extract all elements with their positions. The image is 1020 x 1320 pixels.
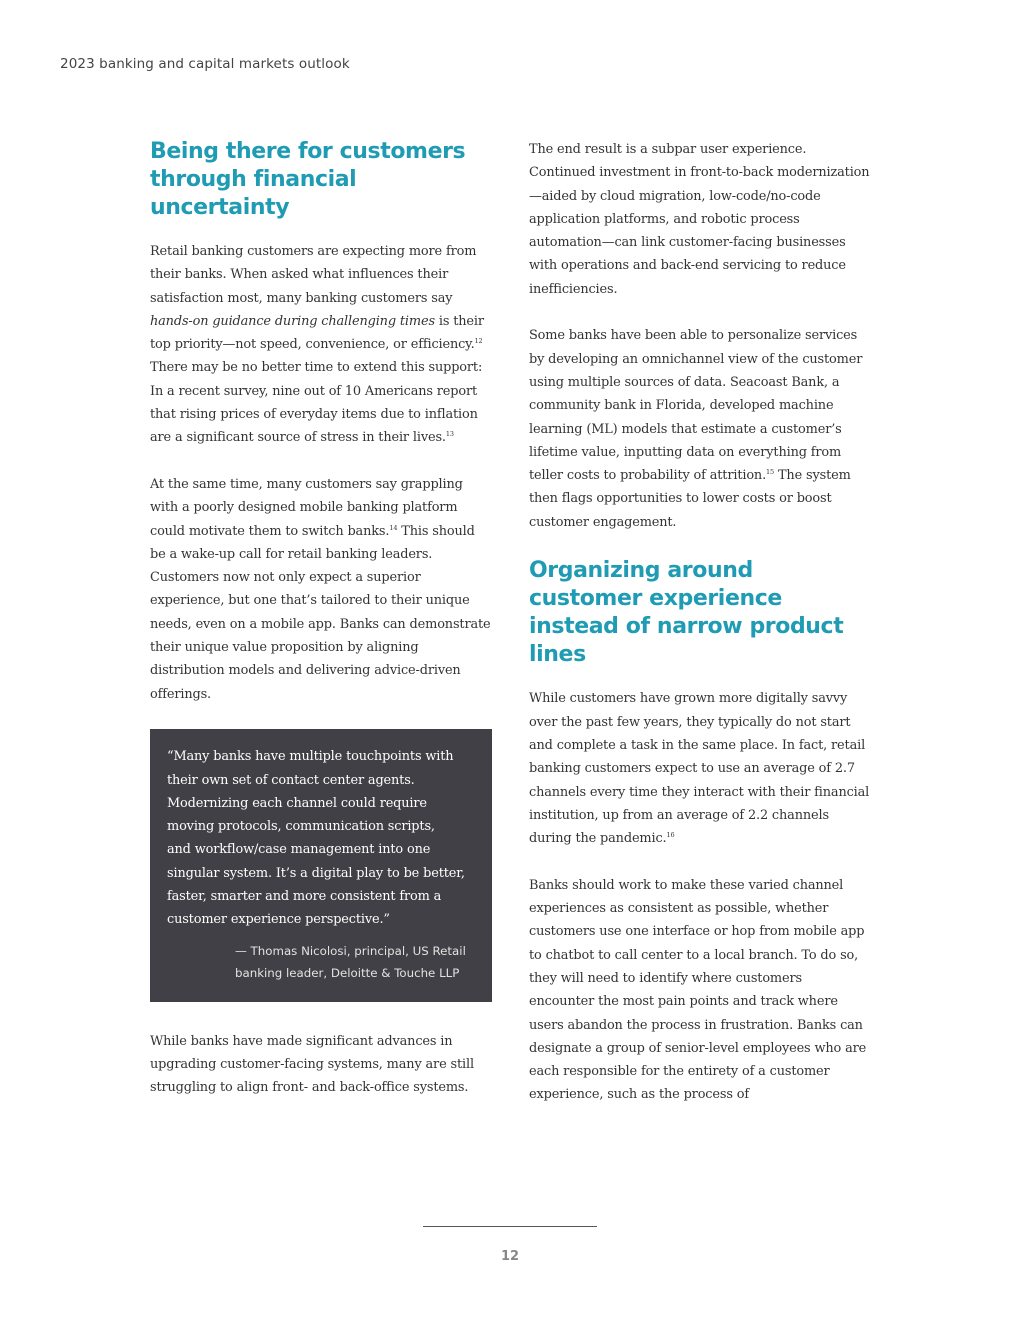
running-header: 2023 banking and capital markets outlook — [60, 56, 350, 72]
body-paragraph-6 — [529, 687, 871, 850]
pull-quote-box — [150, 729, 492, 1001]
pull-quote-text: “Many banks have multiple touchpoints with their own set of contact center agents. Modernizing each channel could require moving protocols, communication scripts, and workflow/case management into one singular system. It’s a digital play to be better, faster, smarter and more consistent from a customer experience perspective.” — [167, 749, 465, 928]
text-run: While customers have grown more digitally savvy over the past few years, they typically do not start and complete a task in the same place. In fact, retail banking customers expect to use an average of 2.7 channels every time they interact with their financial institution, up from an average of 2.2 channels during the pandemic. — [529, 691, 870, 847]
emphasis-text: hands-on guidance during challenging times — [150, 313, 435, 329]
text-run: The system then flags opportunities to lower costs or boost customer engagement. — [529, 468, 851, 530]
page-number: 12 — [500, 1249, 520, 1264]
footer-divider — [423, 1226, 597, 1227]
text-run: There may be no better time to extend this support: In a recent survey, nine out of 10 Americans report that rising prices of everyday items due to inflation are a significant source of stress in their lives. — [150, 360, 483, 446]
footnote-ref-15[interactable]: 15 — [766, 468, 775, 477]
right-column — [529, 138, 871, 1130]
body-paragraph-5 — [529, 324, 871, 534]
body-paragraph-2 — [150, 473, 492, 706]
text-run: Retail banking customers are expecting more from their banks. When asked what influences their satisfaction most, many banking customers say — [150, 244, 477, 306]
footnote-ref-13[interactable]: 13 — [445, 430, 454, 439]
section-heading-uncertainty: Being there for customers through financial uncertainty — [150, 139, 466, 220]
body-paragraph-4: The end result is a subpar user experience. Continued investment in front-to-back modernization—aided by cloud migration, low-code/no-code application platforms, and robotic process automation—can link customer-facing businesses with operations and back-end servicing to reduce inefficiencies. — [529, 142, 870, 297]
body-paragraph-1 — [150, 240, 492, 450]
footnote-ref-16[interactable]: 16 — [666, 831, 675, 840]
text-run: This should be a wake-up call for retail banking leaders. Customers now not only expect a superior experience, but one that’s tailored to their unique needs, even on a mobile app. Banks can demonstrate their unique value proposition by aligning distribution models and delivering advice-driven offerings. — [150, 523, 491, 702]
body-paragraph-3: While banks have made significant advances in upgrading customer-facing systems, many are still struggling to align front- and back-office systems. — [150, 1033, 474, 1096]
section-heading-customer-experience: Organizing around customer experience instead of narrow product lines — [529, 558, 844, 668]
text-run: is their top priority—not speed, convenience, or efficiency. — [150, 313, 484, 353]
left-column — [150, 138, 492, 1123]
footnote-ref-14[interactable]: 14 — [389, 523, 398, 532]
pull-quote-attribution: — Thomas Nicolosi, principal, US Retail banking leader, Deloitte & Touche LLP — [235, 943, 466, 980]
footnote-ref-12[interactable]: 12 — [474, 337, 483, 346]
text-run: Some banks have been able to personalize services by developing an omnichannel view of the customer using multiple sources of data. Seacoast Bank, a community bank in Florida, developed machine learning (ML) models that estimate a customer’s lifetime value, inputting data on everything from teller costs to probability of attrition. — [529, 328, 863, 484]
body-paragraph-7: Banks should work to make these varied channel experiences as consistent as possible, whether customers use one interface or hop from mobile app to chatbot to call center to a local branch. To do so, they will need to identify where customers encounter the most pain points and track where users abandon the process in frustration. Banks can designate a group of senior-level employees who are each responsible for the entirety of a customer experience, such as the process of — [529, 877, 867, 1103]
text-run: At the same time, many customers say grappling with a poorly designed mobile banking platform could motivate them to switch banks. — [150, 476, 463, 539]
